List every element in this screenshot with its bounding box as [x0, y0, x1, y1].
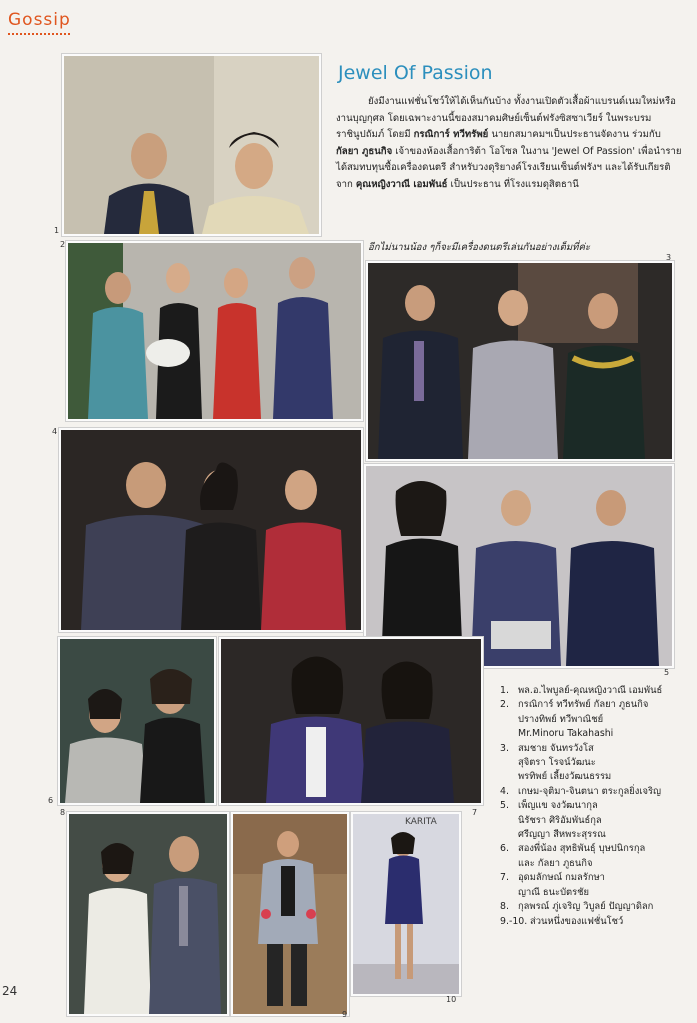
- caption-item: [500, 785, 690, 799]
- photo-number-6: 6: [48, 796, 54, 805]
- photo-3: [366, 261, 674, 461]
- caption-line: ศรีญญา สีหพระสุรรณ: [518, 829, 606, 841]
- photo-number-1: 1: [54, 226, 60, 235]
- caption-number: 7.: [500, 872, 509, 884]
- photo-number-8: 8: [60, 808, 66, 817]
- caption-line: เพ็ญแข จงวัฒนากุล: [518, 800, 598, 812]
- caption-line: พรทิพย์ เลี้ยงวัฒนธรรม: [518, 771, 612, 783]
- caption-number: 1.: [500, 685, 509, 696]
- photo-8: [67, 812, 229, 1016]
- caption-list: [500, 684, 690, 929]
- caption-line: ปรางทิพย์ ทวีพาณิชย์: [518, 713, 604, 725]
- caption-line: อุดมลักษณ์ กมลรักษา: [518, 872, 605, 884]
- caption-item: [500, 799, 690, 842]
- photo-number-3: 3: [666, 253, 672, 262]
- body-run: ยังมีงานแฟชั่นโชว์ให้ได้เห็นกันบ้าง ทั้งงานเปิดตัวเสื้อผ้าแบรนด์เนมใหม่หรืองานบุญกุศล โดยเฉพาะงานนี้ของสมาคมศิษย์เซ็นต์ฟรังซิสซาเวียร์ ในพระบรมราชินูปถัมภ์ โดยมี: [336, 96, 676, 140]
- photo-7: [219, 637, 483, 805]
- caption-item: [500, 900, 690, 914]
- caption-item: [500, 684, 690, 698]
- caption-line: เกษม-จุติมา-จินตนา ตระกูลยิ่งเจริญ: [518, 785, 662, 797]
- caption-item: [500, 871, 690, 900]
- body-run-bold: กรณิการ์ ทวีทรัพย์: [413, 129, 489, 140]
- photo-number-5: 5: [664, 668, 670, 677]
- caption-number: 6.: [500, 843, 509, 855]
- photo-number-10: 10: [446, 995, 457, 1004]
- photo-4: [59, 428, 363, 632]
- caption-line: Mr.Minoru Takahashi: [518, 728, 614, 740]
- section-rule: [8, 33, 70, 35]
- section-label: Gossip: [8, 10, 71, 30]
- photo-1: [62, 54, 321, 236]
- body-run-bold: กัลยา ภูธนกิจ: [336, 145, 393, 157]
- photo-number-7: 7: [472, 808, 478, 817]
- caption-item: [500, 698, 690, 741]
- photo-number-9: 9: [342, 1010, 348, 1019]
- body-run: นายกสมาคมฯเป็นประธานจัดงาน ร่วมกับ: [488, 129, 661, 140]
- caption-line: และ กัลยา ภูธนกิจ: [518, 857, 593, 869]
- caption-number: 9.-10.: [500, 915, 528, 927]
- page-number: 24: [2, 984, 18, 998]
- caption-number: 5.: [500, 800, 509, 812]
- caption-line: กรณิการ์ ทวีทรัพย์ กัลยา ภูธนกิจ: [518, 699, 649, 711]
- caption-line: นิรัชรา ศิริอัมพันธ์กุล: [518, 814, 602, 826]
- photo-6: [58, 637, 216, 805]
- caption-line: สมชาย จันทรวังโส: [518, 742, 594, 754]
- caption-line: กุลพรณ์ ภู่เจริญ วิบูลย์ ปัญญาดิลก: [518, 901, 654, 913]
- photo-2: [66, 241, 363, 421]
- caption-item: [500, 915, 690, 929]
- caption-line: ส่วนหนึ่งของแฟชั่นโชว์: [530, 915, 624, 927]
- caption-line: พล.อ.ไพบูลย์-คุณหญิงวาณี เอมพันธ์: [518, 685, 663, 696]
- caption-line: สองพี่น้อง สุทธิพันธุ์ บุษปนิกรกุล: [518, 843, 646, 855]
- article-closing: อีกไม่นานน้อง ๆก็จะมีเครื่องดนตรีเล่นกันอย่างเต็มที่ค่ะ: [368, 242, 591, 253]
- caption-number: 4.: [500, 785, 509, 797]
- photo-9: [231, 812, 349, 1016]
- caption-number: 2.: [500, 699, 509, 711]
- photo-number-4: 4: [52, 427, 58, 436]
- caption-line: ญาณี ธนะบัตรชัย: [518, 886, 590, 898]
- caption-item: [500, 842, 690, 871]
- runway-sign: KARITA: [405, 817, 437, 827]
- article-title: Jewel Of Passion: [338, 62, 493, 84]
- article-body: [336, 94, 682, 193]
- caption-number: 3.: [500, 742, 509, 754]
- body-run: เป็นประธาน ที่โรงแรมดุสิตธานี: [447, 178, 579, 190]
- caption-line: สุจิตรา โรจน์วัฒนะ: [518, 757, 596, 769]
- caption-item: [500, 742, 690, 785]
- caption-number: 8.: [500, 901, 509, 913]
- body-run: เจ้าของห้องเสื้อการิต้า โอโซล ในงาน 'Jewel Of Passion' เพื่อนำรายได้สมทบทุนซื้อเครื่องดนตรี สำหรับวงดุริยางค์โรงเรียนเซ็นต์ฟรังฯ และได้รับเกียรติจาก: [336, 145, 682, 190]
- photo-number-2: 2: [60, 240, 66, 249]
- body-run-bold: คุณหญิงวาณี เอมพันธ์: [355, 178, 448, 190]
- photo-10: [351, 812, 461, 996]
